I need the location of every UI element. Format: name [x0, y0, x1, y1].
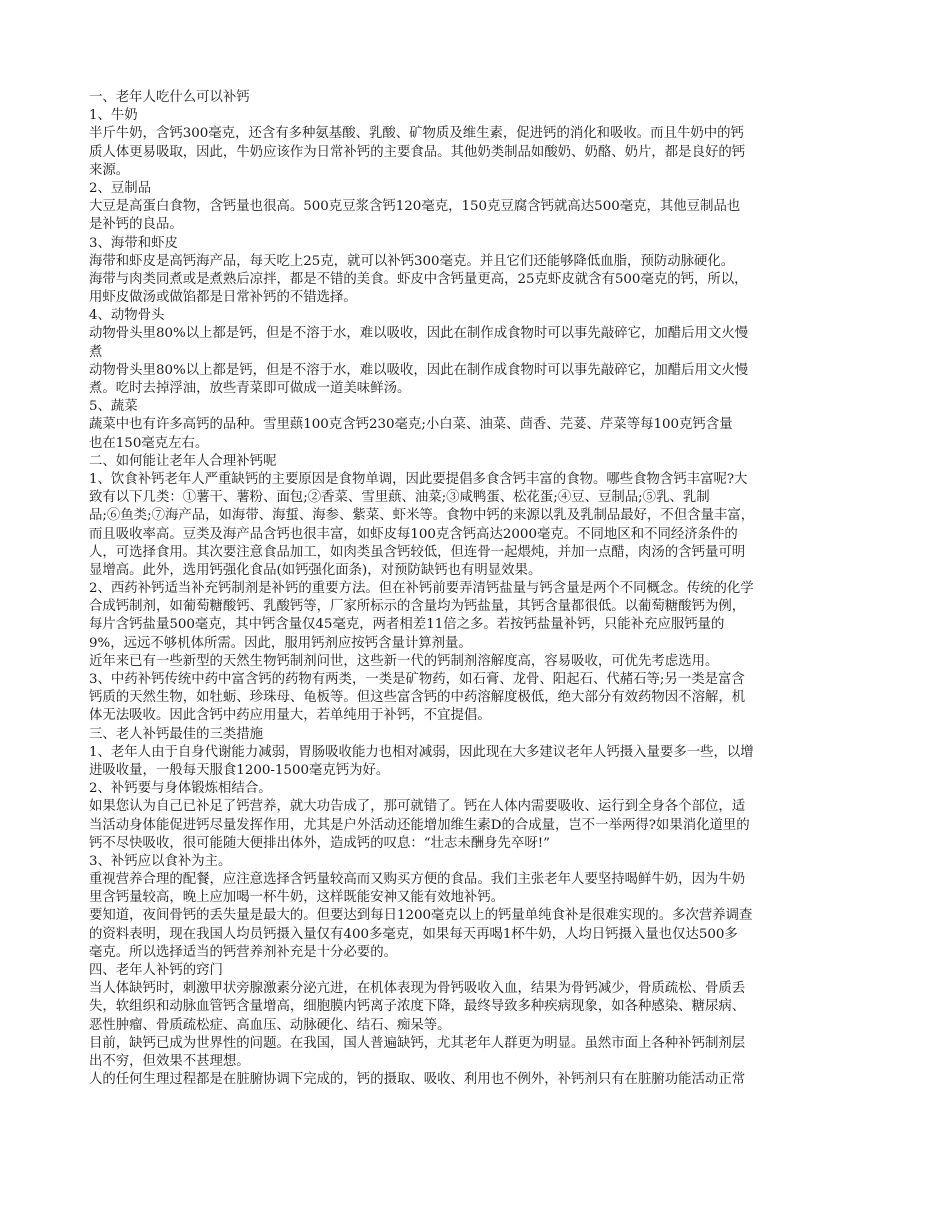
text-line: 3、补钙应以食补为主。: [89, 853, 232, 869]
text-line: 海带与肉类同煮或是煮熟后凉拌，都是不错的美食。虾皮中含钙量更高，25克虾皮就含有500毫克的钙，所以，: [89, 271, 748, 287]
text-line: 9%，远远不够机体所需。因此，服用钙剂应按钙含量计算剂量。: [89, 635, 472, 651]
text-line: 5、蔬菜: [89, 399, 138, 415]
text-line: 品;⑥鱼类;⑦海产品，如海带、海蜇、海参、紫菜、虾米等。食物中钙的来源以乳及乳制品最好，不但含量丰富，: [89, 508, 755, 524]
text-line: 当活动身体能促进钙尽量发挥作用，尤其是户外活动还能增加维生素D的合成量，岂不一举两得?如果消化道里的: [89, 817, 750, 833]
text-line: 海带和虾皮是高钙海产品，每天吃上25克，就可以补钙300毫克。并且它们还能够降低血脂，预防动脉硬化。: [89, 253, 735, 269]
text-line: 的资料表明，现在我国人均员钙摄入量仅有400多毫克，如果每天再喝1杯牛奶，人均日钙摄入量也仅达500多: [89, 926, 738, 942]
text-line: 也在150毫克左右。: [89, 435, 209, 451]
text-line: 钙不尽快吸收，很可能随大便排出体外，造成钙的叹息：“壮志未酬身先卒呀!”: [89, 835, 550, 851]
text-line: 每片含钙盐量500毫克，其中钙含量仅45毫克，两者相差11倍之多。若按钙盐量补钙，只能补充应服钙量的: [89, 617, 725, 633]
text-line: 近年来已有一些新型的天然生物钙制剂问世，这些新一代的钙制剂溶解度高，容易吸收，可优先考虑选用。: [89, 653, 719, 669]
text-line: 如果您认为自己已补足了钙营养，就大功告成了，那可就错了。钙在人体内需要吸收、运行到全身各个部位，适: [89, 799, 746, 815]
text-line: 人的任何生理过程都是在脏腑协调下完成的，钙的摄取、吸收、利用也不例外，补钙剂只有在脏腑功能活动正常: [89, 1072, 746, 1088]
text-line: 目前，缺钙已成为世界性的问题。在我国，国人普遍缺钙，尤其老年人群更为明显。虽然市面上各种补钙制剂层: [89, 1035, 746, 1051]
text-line: 3、海带和虾皮: [89, 235, 178, 251]
text-line: 是补钙的良品。: [89, 217, 183, 233]
text-line: 致有以下几类：①薯干、薯粉、面包;②香菜、雪里蕻、油菜;③咸鸭蛋、松花蛋;④豆、豆制品;⑤乳、乳制: [89, 490, 710, 506]
text-line: 毫克。所以选择适当的钙营养剂补充是十分必要的。: [89, 944, 397, 960]
text-line: 煮。吃时去掉浮油，放些青菜即可做成一道美味鲜汤。: [89, 381, 411, 396]
text-line: 质人体更易吸取，因此，牛奶应该作为日常补钙的主要食品。其他奶类制品如酸奶、奶酪、奶片，都是良好的钙: [89, 144, 746, 160]
text-line: 1、牛奶: [89, 108, 138, 124]
text-line: 大豆是高蛋白食物，含钙量也很高。500克豆浆含钙120毫克，150克豆腐含钙就高达500毫克，其他豆制品也: [89, 199, 741, 215]
text-line: 1、饮食补钙老年人严重缺钙的主要原因是食物单调，因此要提倡多食含钙丰富的食物。哪些食物含钙丰富呢?大: [89, 471, 748, 487]
text-line: 显增高。此外，选用钙强化食品(如钙强化面条)，对预防缺钙也有明显效果。: [89, 562, 542, 578]
text-line: 一、老年人吃什么可以补钙: [89, 90, 250, 105]
text-line: 钙质的天然生物，如牡蛎、珍珠母、龟板等。但这些富含钙的中药溶解度极低，绝大部分有效药物因不溶解，机: [89, 690, 746, 706]
text-line: 动物骨头里80%以上都是钙，但是不溶于水，难以吸收，因此在制作成食物时可以事先敲碎它，加醋后用文火慢: [89, 326, 749, 342]
text-line: 要知道，夜间骨钙的丢失量是最大的。但要达到每日1200毫克以上的钙量单纯食补是很难实现的。多次营养调查: [89, 908, 753, 924]
text-line: 出不穷，但效果不甚理想。: [89, 1053, 250, 1069]
text-line: 恶性肿瘤、骨质疏松症、高血压、动脉硬化、结石、痴呆等。: [89, 1017, 451, 1033]
text-line: 蔬菜中也有许多高钙的品种。雪里蕻100克含钙230毫克;小白菜、油菜、茴香、芫荽、芹菜等每100克钙含量: [89, 417, 733, 433]
text-line: 重视营养合理的配餐，应注意选择含钙量较高而又购买方便的食品。我们主张老年人要坚持喝鲜牛奶，因为牛奶: [89, 872, 746, 888]
text-line: 合成钙制剂，如葡萄糖酸钙、乳酸钙等，厂家所标示的含量均为钙盐量，其钙含量都很低。以葡萄糖酸钙为例，: [89, 599, 746, 615]
text-line: 用虾皮做汤或做馅都是日常补钙的不错选择。: [89, 290, 357, 306]
text-line: 体无法吸收。因此含钙中药应用量大，若单纯用于补钙，不宜提倡。: [89, 708, 491, 724]
text-line: 而且吸收率高。豆类及海产品含钙也很丰富，如虾皮每100克含钙高达2000毫克。不同地区和不同经济条件的: [89, 526, 738, 542]
text-line: 4、动物骨头: [89, 308, 165, 324]
text-line: 3、中药补钙传统中药中富含钙的药物有两类，一类是矿物药，如石膏、龙骨、阳起石、代赭石等;另一类是富含: [89, 672, 745, 687]
text-line: 动物骨头里80%以上都是钙，但是不溶于水，难以吸收，因此在制作成食物时可以事先敲碎它，加醋后用文火慢: [89, 362, 749, 378]
text-line: 二、如何能让老年人合理补钙呢: [89, 453, 277, 469]
text-line: 四、老年人补钙的窍门: [89, 963, 223, 978]
text-line: 2、补钙要与身体锻炼相结合。: [89, 781, 272, 797]
text-line: 里含钙量较高，晚上应加喝一杯牛奶，这样既能安神又能有效地补钙。: [89, 890, 505, 906]
text-line: 半斤牛奶，含钙300毫克，还含有多种氨基酸、乳酸、矿物质及维生素，促进钙的消化和吸收。而且牛奶中的钙: [89, 126, 744, 142]
text-line: 1、老年人由于自身代谢能力减弱，胃肠吸收能力也相对减弱，因此现在大多建议老年人钙摄入量要多一些，以增: [89, 744, 754, 760]
text-line: 失，软组织和动脉血管钙含量增高，细胞膜内钙离子浓度下降，最终导致多种疾病现象，如各种感染、糖尿病、: [89, 999, 746, 1015]
text-line: 当人体缺钙时，刺激甲状旁腺激素分泌亢进，在机体表现为骨钙吸收入血，结果为骨钙减少，骨质疏松、骨质丢: [89, 981, 746, 997]
text-line: 人，可选择食用。其次要注意食品加工，如肉类虽含钙较低，但连骨一起煨炖，并加一点醋，肉汤的含钙量可明: [89, 544, 746, 560]
text-line: 煮: [89, 344, 103, 360]
text-line: 2、豆制品: [89, 180, 152, 196]
text-line: 来源。: [89, 162, 130, 178]
text-line: 2、西药补钙适当补充钙制剂是补钙的重要方法。但在补钙前要弄清钙盐量与钙含量是两个不同概念。传统的化学: [89, 581, 754, 597]
document-text: [89, 89, 862, 1089]
text-line: 进吸收量，一般每天服食1200-1500毫克钙为好。: [89, 762, 390, 778]
text-line: 三、老人补钙最佳的三类措施: [89, 726, 264, 742]
